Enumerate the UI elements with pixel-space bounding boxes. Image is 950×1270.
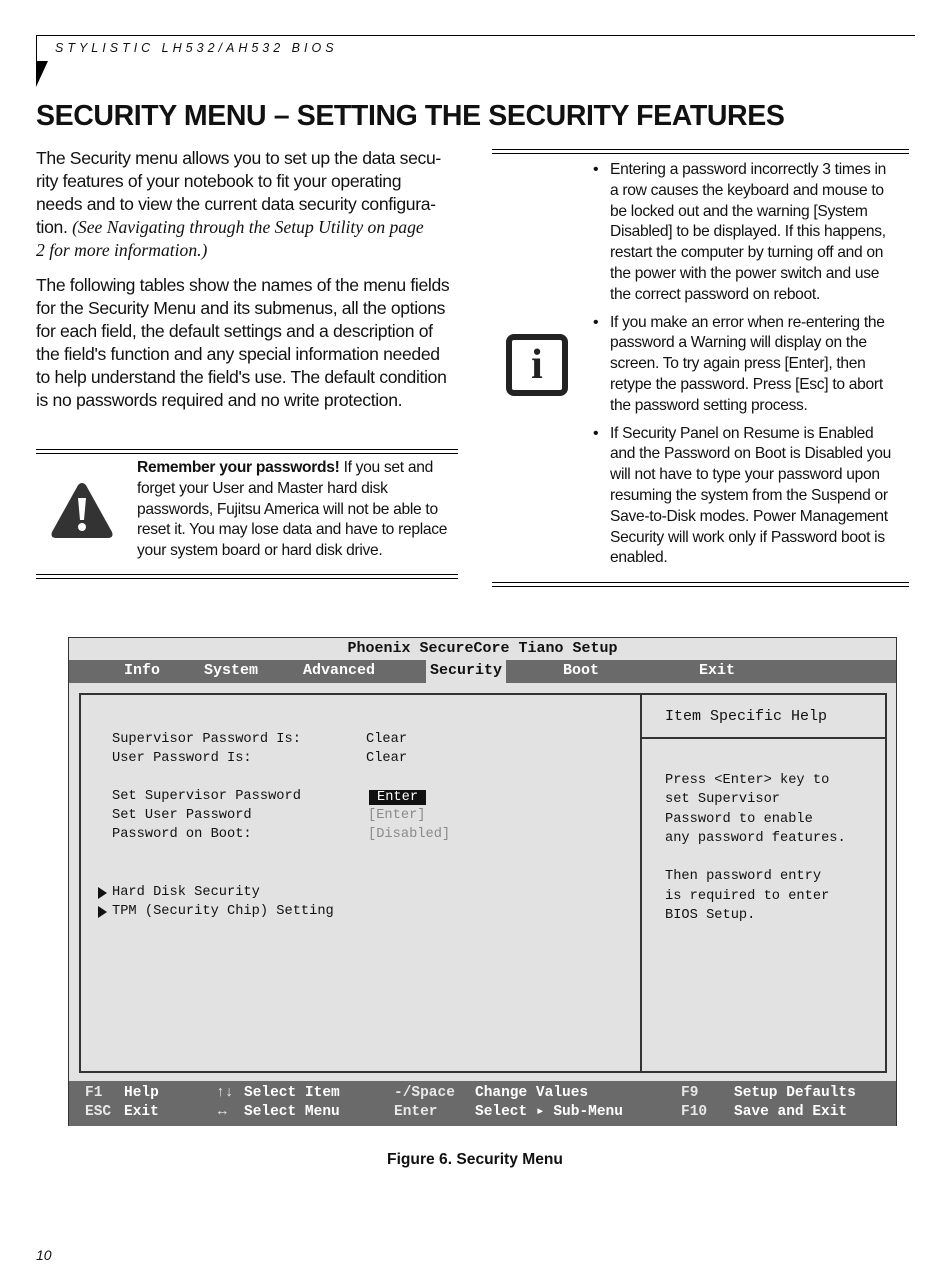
page-number: 10 — [36, 1247, 52, 1263]
leftright-desc: Select Menu — [244, 1104, 340, 1120]
user-password-status-label: User Password Is: — [112, 751, 252, 766]
esc-desc: Exit — [124, 1104, 159, 1120]
bios-key-legend — [69, 1081, 896, 1126]
note-bullet: • If Security Panel on Resume is Enabled and the Password on Boot is Disabled you will not have to type your password upon resuming the system from the Suspend or Save-to-Disk modes. Power Management Security will work only if Password boot is enabled. — [593, 424, 898, 570]
info-icon: i — [506, 334, 568, 396]
supervisor-password-status-value: Clear — [366, 732, 408, 747]
warning-top-rule — [36, 449, 458, 454]
warning-text — [137, 458, 457, 562]
enter-key: Enter — [394, 1104, 438, 1120]
warning-lead: Remember your passwords! — [137, 459, 340, 476]
header-tab-line — [36, 35, 37, 61]
help-rule — [642, 737, 885, 739]
bios-main-panel — [79, 693, 887, 1073]
set-supervisor-password-label[interactable]: Set Supervisor Password — [112, 789, 301, 804]
hard-disk-security-submenu[interactable]: Hard Disk Security — [112, 885, 260, 900]
updown-key: ↑↓ — [216, 1085, 234, 1101]
set-user-password-value[interactable]: [Enter] — [368, 808, 426, 823]
submenu-arrow-icon — [98, 887, 107, 899]
note-bullet-list — [593, 160, 898, 576]
set-user-password-label[interactable]: Set User Password — [112, 808, 252, 823]
warning-bottom-rule — [36, 574, 458, 579]
intro-reference-a: (See Navigating through the Setup Utility on page — [72, 217, 424, 237]
menu-boot[interactable]: Boot — [563, 662, 600, 679]
user-password-status-value: Clear — [366, 751, 408, 766]
f1-desc: Help — [124, 1085, 159, 1101]
menu-info[interactable]: Info — [124, 662, 161, 679]
enter-desc: Select ▸ Sub-Menu — [475, 1104, 623, 1120]
running-title: STYLISTIC LH532/AH532 BIOS — [55, 41, 338, 55]
f10-key: F10 — [681, 1104, 708, 1120]
password-on-boot-value[interactable]: [Disabled] — [368, 827, 451, 842]
intro-line-2: rity features of your notebook to fit your operating — [36, 171, 402, 191]
f10-desc: Save and Exit — [734, 1104, 848, 1120]
password-on-boot-label[interactable]: Password on Boot: — [112, 827, 252, 842]
bios-title: Phoenix SecureCore Tiano Setup — [347, 640, 618, 657]
intro-line-1: The Security menu allows you to set up the data secu- — [36, 148, 441, 168]
esc-key: ESC — [85, 1104, 112, 1120]
f1-key: F1 — [85, 1085, 103, 1101]
menu-system[interactable]: System — [204, 662, 259, 679]
help-title: Item Specific Help — [665, 708, 828, 725]
note-top-rule — [492, 149, 909, 154]
intro-line-3: needs and to view the current data security configura- — [36, 194, 436, 214]
set-supervisor-password-value[interactable]: Enter — [369, 790, 426, 805]
note-bottom-rule — [492, 582, 909, 587]
figure-caption: Figure 6. Security Menu — [387, 1151, 563, 1168]
leftright-key: ↔ — [218, 1104, 227, 1120]
f9-key: F9 — [681, 1085, 699, 1101]
space-desc: Change Values — [475, 1085, 589, 1101]
tpm-setting-submenu[interactable]: TPM (Security Chip) Setting — [112, 904, 334, 919]
bios-menu-bar — [69, 660, 896, 683]
bios-screen — [68, 637, 897, 1126]
note-bullet: • Entering a password incorrectly 3 times in a row causes the keyboard and mouse to be locked out and the warning [System Disabled] to be displayed. If this happens, restart the computer by turning off and on the power with the power switch and use the correct password on reboot. — [593, 160, 898, 306]
f9-desc: Setup Defaults — [734, 1085, 856, 1101]
warning-body: If you set and forget your User and Master hard disk passwords, Fujitsu America will not be able to reset it. You may lose data and have to replace your system board or hard disk drive. — [137, 459, 448, 560]
intro-line-4-start: tion. — [36, 217, 68, 237]
updown-desc: Select Item — [244, 1085, 340, 1101]
header-wedge — [36, 61, 48, 87]
intro-paragraph-2: The following tables show the names of the menu fields for the Security Menu and its submenus, all the options for each field, the default settings and a description of the field's function and any special information needed to help understand the field's use. The default condition is no passwords required and no write protection. — [36, 275, 450, 410]
supervisor-password-status-label: Supervisor Password Is: — [112, 732, 301, 747]
intro-reference-b: 2 for more information.) — [36, 240, 208, 260]
space-key: -/Space — [394, 1085, 455, 1101]
warning-triangle-icon — [49, 480, 115, 540]
menu-exit[interactable]: Exit — [699, 662, 736, 679]
intro-paragraph-1 — [36, 147, 458, 262]
header-rule — [36, 35, 915, 36]
section-title: SECURITY MENU – SETTING THE SECURITY FEATURES — [36, 100, 785, 132]
note-bullet: • If you make an error when re-entering the password a Warning will display on the screen. To try again press [Enter], then retype the password. Press [Esc] to abort the password setting process. — [593, 313, 898, 417]
menu-advanced[interactable]: Advanced — [303, 662, 376, 679]
submenu-arrow-icon — [98, 906, 107, 918]
help-divider — [640, 695, 642, 1071]
help-text: Press <Enter> key to set Supervisor Password to enable any password features. Then password entry is required to enter BIOS Setup. — [665, 773, 846, 924]
menu-security[interactable]: Security — [426, 660, 506, 683]
